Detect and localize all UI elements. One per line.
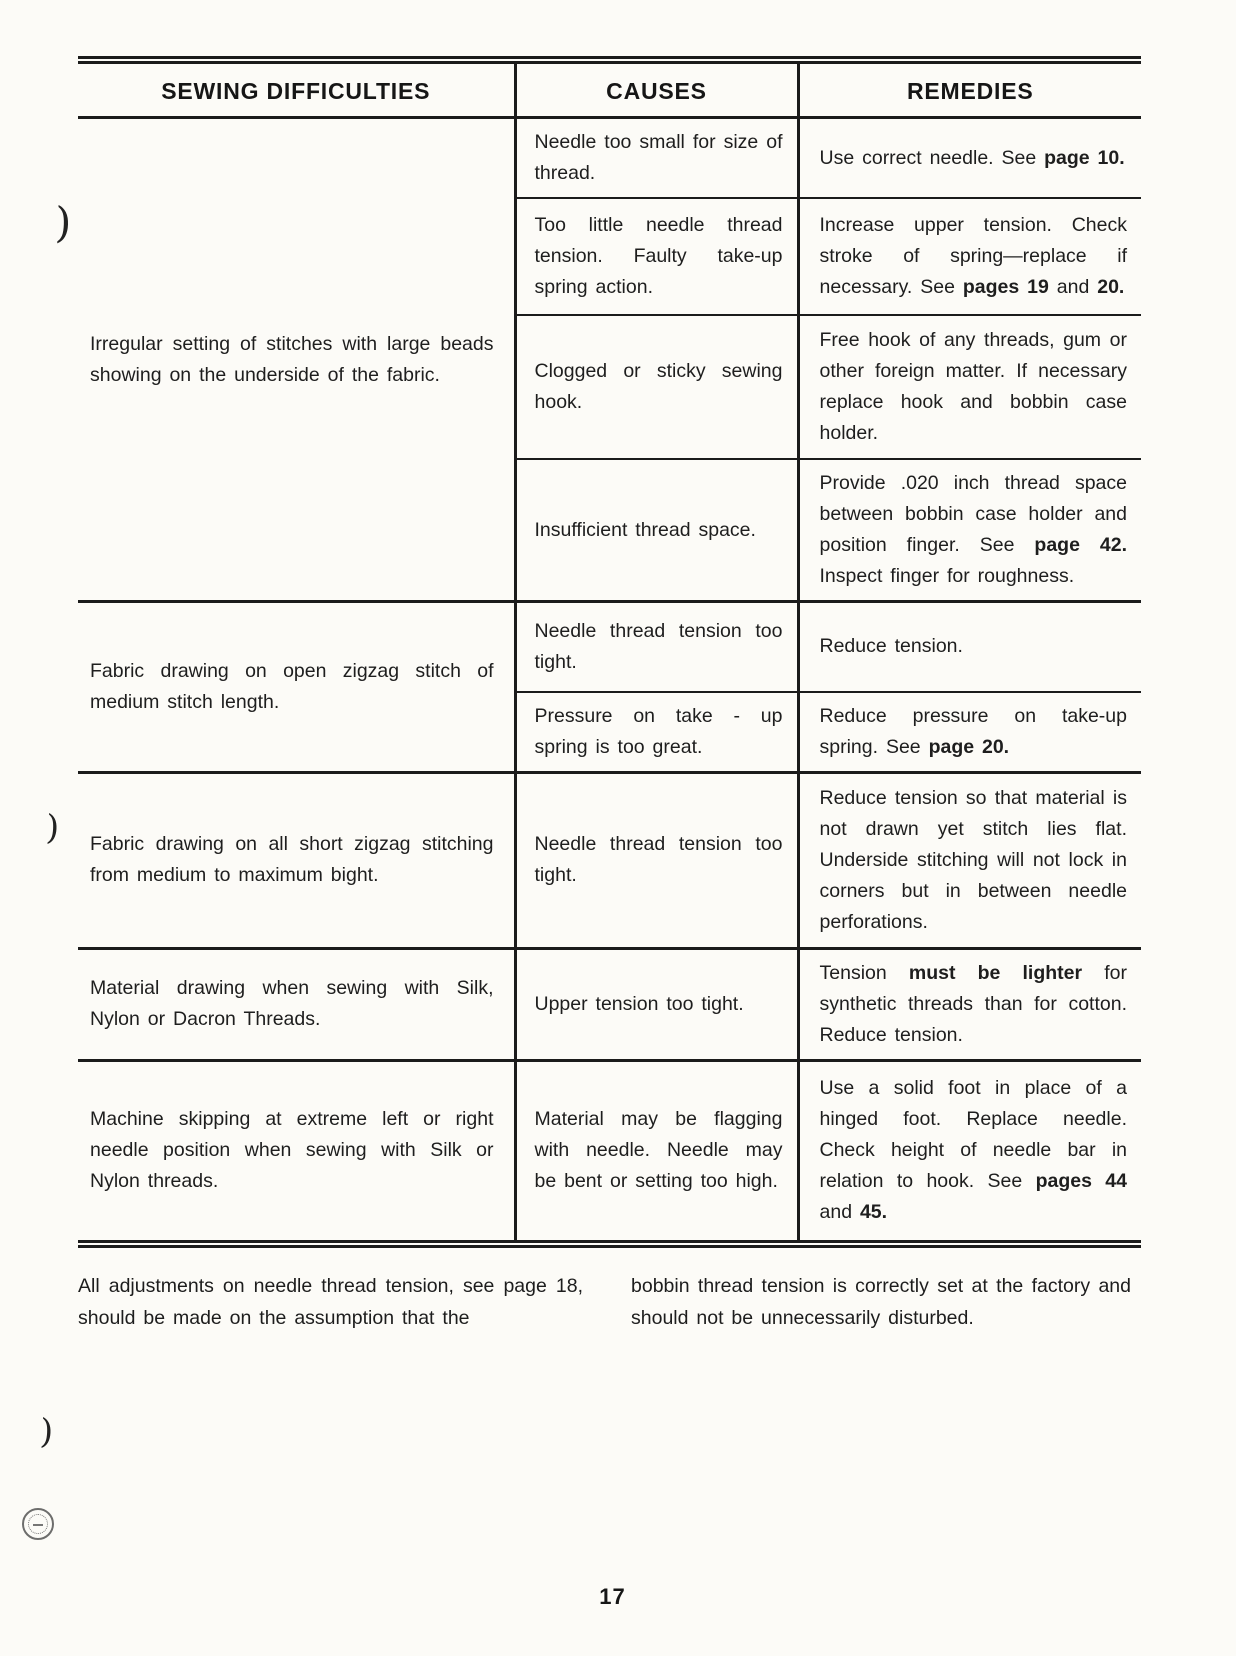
table-row [78,118,1141,199]
margin-pen-mark: ) [54,197,73,248]
cause-cell: Too little needle thread tension. Faulty take-up spring action. [515,198,798,315]
remedy-cell: Use correct needle. See page 10. [819,146,1125,169]
remedy-cell: Provide .020 inch thread space between bobbin case holder and position finger. See page 42. Inspect finger for roughness. [798,459,1141,602]
table-row [78,948,1141,1060]
cause-cell: Pressure on take - up spring is too great. [515,692,798,773]
difficulty-group-material-drawing-silk [78,948,1141,1060]
cause-cell: Upper tension too tight. [515,948,798,1060]
column-header-difficulties: SEWING DIFFICULTIES [78,60,515,118]
remedy-cell: Tension must be lighter for synthetic threads than for cotton. Reduce tension. [819,961,1127,1046]
footnote-left-column: All adjustments on needle thread tension, see page 18, should be made on the assumption that the [78,1275,583,1329]
difficulty-cell: Machine skipping at extreme left or right needle position when sewing with Silk or Nylon threads. [90,1108,494,1193]
difficulty-group-fabric-drawing-open-zigzag [78,602,1141,773]
remedy-cell: Reduce tension. [819,635,963,658]
table-row [78,772,1141,948]
cause-cell: Clogged or sticky sewing hook. [515,315,798,459]
cause-cell: Needle thread tension too tight. [515,602,798,692]
remedy-cell: Use a solid foot in place of a hinged foot. Replace needle. Check height of needle bar in relation to hook. See pages 44 and 45. [819,1077,1127,1224]
column-header-causes: CAUSES [515,60,798,118]
difficulty-cell: Irregular setting of stitches with large beads showing on the underside of the fabric. [90,332,494,386]
remedy-cell: Reduce tension so that material is not drawn yet stitch lies flat. Underside stitching will not lock in corners but in between needle perforations. [819,786,1127,933]
footnote-right-column: bobbin thread tension is correctly set at the factory and should not be unnecessarily disturbed. [631,1275,1131,1329]
cause-cell: Material may be flagging with needle. Needle may be bent or setting too high. [515,1060,798,1244]
column-header-remedies: REMEDIES [798,60,1141,118]
table-row [78,1060,1141,1244]
difficulty-group-fabric-drawing-short-zigzag [78,772,1141,948]
difficulty-group-irregular-stitches [78,118,1141,602]
cause-cell: Needle thread tension too tight. [515,772,798,948]
difficulty-group-machine-skipping [78,1060,1141,1244]
cause-cell: Insufficient thread space. [515,459,798,602]
remedy-cell: Reduce pressure on take-up spring. See page 20. [798,692,1141,773]
margin-pen-mark: ) [38,1411,55,1453]
difficulty-cell: Fabric drawing on open zigzag stitch of medium stitch length. [90,659,494,713]
stamp-mark [22,1508,54,1540]
margin-pen-mark: ) [44,807,61,849]
difficulty-cell: Material drawing when sewing with Silk, Nylon or Dacron Threads. [90,977,494,1030]
remedy-cell: Increase upper tension. Check stroke of spring—replace if necessary. See pages 19 and 20. [798,198,1141,315]
remedy-cell: Free hook of any threads, gum or other foreign matter. If necessary replace hook and bobbin case holder. [798,315,1141,459]
difficulty-cell: Fabric drawing on all short zigzag stitching from medium to maximum bight. [90,833,494,886]
footnote [78,1270,1141,1334]
cause-cell: Needle too small for size of thread. [515,118,798,199]
troubleshooting-table [78,56,1141,1248]
table-row [78,602,1141,692]
page-number: 17 [599,1584,626,1609]
manual-page [0,56,1236,1656]
table-header-row [78,60,1141,118]
